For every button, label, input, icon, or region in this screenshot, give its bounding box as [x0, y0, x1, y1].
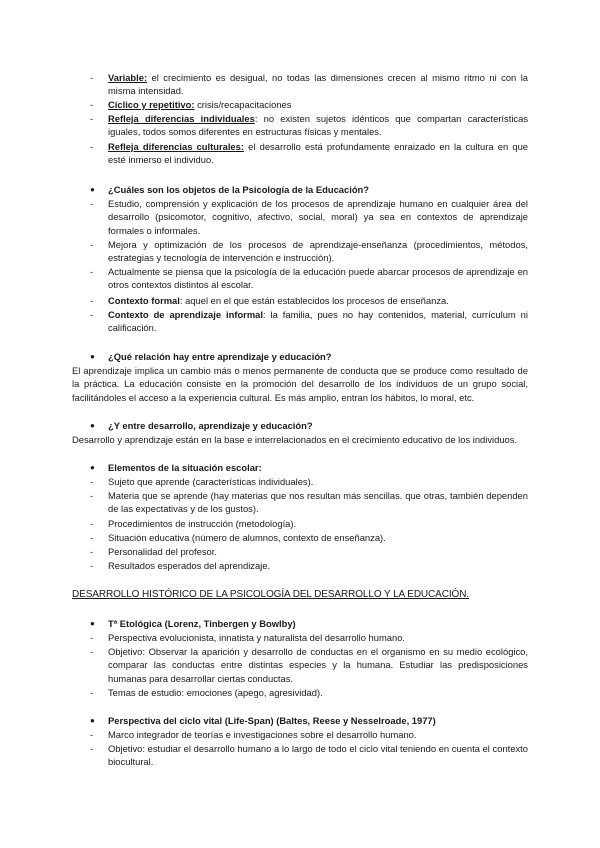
etologica-item: Perspectiva evolucionista, innatista y naturalista del desarrollo humano. [108, 632, 406, 643]
objetos-item: Mejora y optimización de los procesos de aprendizaje-enseñanza (procedimientos, métodos, estrategias y tecnología de intervención e instrucción). [108, 239, 528, 264]
etologica-title: Tª Etológica (Lorenz, Tinbergen y Bowlby) [108, 618, 296, 629]
dash-marker: - [90, 141, 94, 152]
objetos-item: Actualmente se piensa que la psicología de la educación puede abarcar procesos de aprendizaje en otros contextos distintos al escolar. [108, 266, 528, 291]
dash-marker: - [90, 198, 94, 209]
question-objetos: ¿Cuáles son los objetos de la Psicología de la Educación? [108, 184, 369, 195]
elementos-item: Personalidad del profesor. [108, 546, 217, 557]
etologica-item: Objetivo: Observar la aparición y desarrollo de conductas en el organismo en su medio ecológico, comparar las conductas entre distintas especies y la humana. Estudiar las predisposiciones humanas para desarrollar ciertas conductas. [108, 646, 528, 684]
dash-marker: - [90, 266, 94, 277]
dash-marker: - [90, 72, 94, 83]
question-desarrollo: ¿Y entre desarrollo, aprendizaje y educación? [108, 420, 313, 431]
elementos-item: Sujeto que aprende (características individuales). [108, 476, 314, 487]
intro-item-variable: Variable: el crecimiento es desigual, no todas las dimensiones crecen al mismo ritmo ni con la misma intensidad. [108, 72, 528, 97]
elementos-item: Materia que se aprende (hay materias que nos resultan más sencillas. que otras, también dependen de las expectativas y de los gustos). [108, 490, 528, 515]
desarrollo-paragraph: Desarrollo y aprendizaje están en la base e interrelacionados en el crecimiento educativo de los individuos. [72, 434, 518, 445]
dash-marker: - [90, 309, 94, 320]
elementos-title: Elementos de la situación escolar: [108, 462, 262, 473]
bullet-marker: ● [90, 463, 95, 472]
bullet-marker: ● [90, 619, 95, 628]
dash-marker: - [90, 99, 94, 110]
dash-marker: - [90, 729, 94, 740]
objetos-item: Estudio, comprensión y explicación de los procesos de aprendizaje humano en cualquier área del desarrollo (psicomotor, cognitivo, afectivo, social, moral) ya sea en contextos de aprendizaje formales o informales. [108, 198, 528, 236]
dash-marker: - [90, 532, 94, 543]
objetos-item-contexto-formal: Contexto formal: aquel en el que están establecidos los procesos de enseñanza. [108, 295, 449, 306]
elementos-item: Resultados esperados del aprendizaje. [108, 560, 271, 571]
dash-marker: - [90, 632, 94, 643]
elementos-item: Situación educativa (número de alumnos, contexto de enseñanza). [108, 532, 386, 543]
dash-marker: - [90, 295, 94, 306]
dash-marker: - [90, 239, 94, 250]
dash-marker: - [90, 518, 94, 529]
dash-marker: - [90, 476, 94, 487]
intro-item-culturales: Refleja diferencias culturales: el desarrollo está profundamente enraizado en la cultura en que esté inmerso el individuo. [108, 141, 529, 166]
bullet-marker: ● [90, 716, 95, 725]
bullet-marker: ● [90, 352, 95, 361]
ciclo-vital-item: Marco integrador de teorías e investigaciones sobre el desarrollo humano. [108, 729, 417, 740]
dash-marker: - [90, 687, 94, 698]
ciclo-vital-title: Perspectiva del ciclo vital (Life-Span) (Baltes, Reese y Nesselroade, 1977) [108, 715, 436, 726]
section-heading: DESARROLLO HISTÓRICO DE LA PSICOLOGÍA DEL DESARROLLO Y LA EDUCACIÓN. [72, 589, 470, 600]
bullet-marker: ● [90, 421, 95, 430]
dash-marker: - [90, 490, 94, 501]
dash-marker: - [90, 560, 94, 571]
elementos-item: Procedimientos de instrucción (metodología). [108, 518, 297, 529]
ciclo-vital-item: Objetivo: estudiar el desarrollo humano a lo largo de todo el ciclo vital teniendo en cuenta el contexto biocultural. [108, 743, 528, 768]
intro-item-individuales: Refleja diferencias individuales: no existen sujetos idénticos que compartan características iguales, todos somos diferentes en estructuras físicas y mentales. [108, 113, 529, 138]
dash-marker: - [90, 743, 94, 754]
bullet-marker: ● [90, 185, 95, 194]
etologica-item: Temas de estudio: emociones (apego, agresividad). [108, 687, 323, 698]
objetos-item-contexto-informal: Contexto de aprendizaje informal: la familia, pues no hay contenidos, material, currículum ni calificación. [108, 309, 528, 334]
dash-marker: - [90, 646, 94, 657]
dash-marker: - [90, 546, 94, 557]
intro-item-ciclico: Cíclico y repetitivo: crisis/recapacitaciones [108, 99, 292, 110]
dash-marker: - [90, 113, 94, 124]
relacion-paragraph: El aprendizaje implica un cambio más o menos permanente de conducta que se produce como resultado de la práctica. La educación consiste en la promoción del desarrollo de los individuos de un grupo social, facilitándoles el acceso a la experiencia cultural. Es más amplio, entran los hábitos, lo moral, etc. [72, 365, 528, 403]
question-relacion: ¿Qué relación hay entre aprendizaje y educación? [108, 351, 332, 362]
